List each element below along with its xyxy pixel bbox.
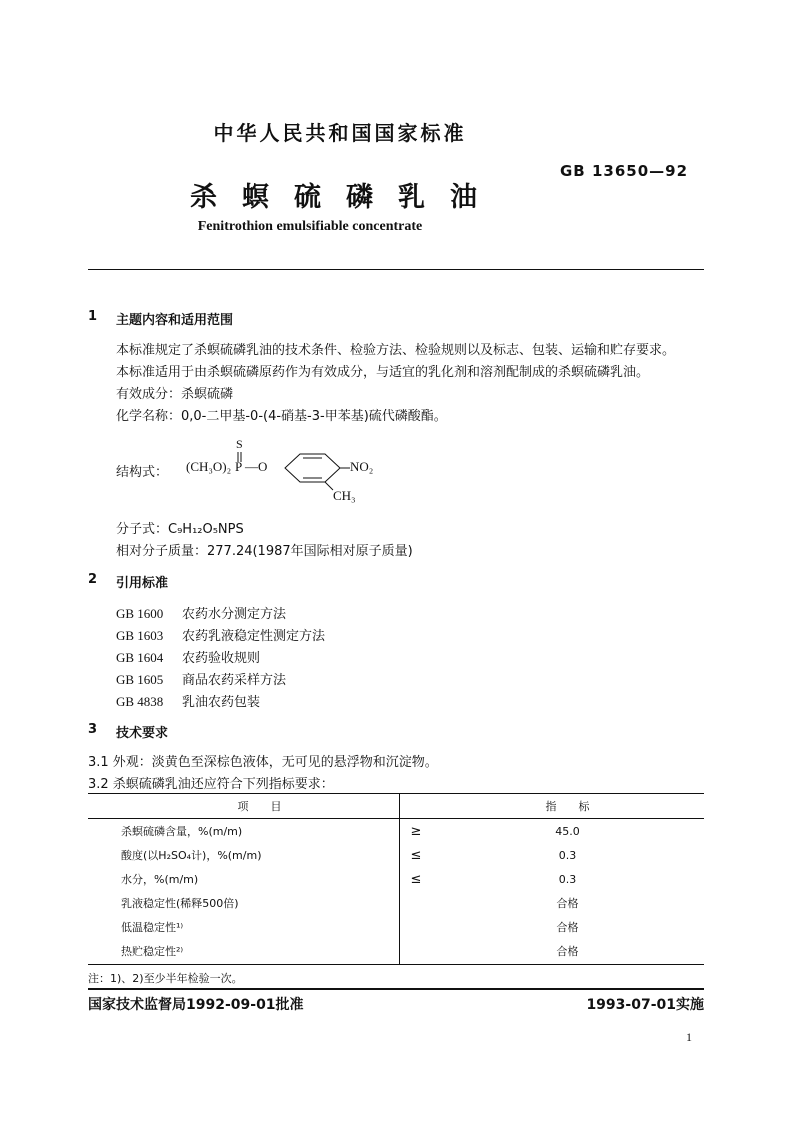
reference-item (116, 603, 286, 622)
section-1-heading: 主题内容和适用范围 (116, 313, 234, 328)
table-cell-item: 酸度(以H₂SO₄计)，%(m/m) (121, 849, 262, 862)
structure-methyl: CH₃ (333, 488, 356, 503)
table-cell-item: 水分，%(m/m) (121, 873, 199, 886)
table-cell-symbol (401, 939, 431, 963)
reference-title: 农药验收规则 (182, 651, 261, 666)
footer-divider (88, 988, 704, 990)
section-1-number: 1 (88, 309, 98, 324)
structure-label: 结构式： (116, 465, 169, 480)
table-cell-symbol (401, 915, 431, 939)
reference-item (116, 691, 260, 710)
table-note: 注：1)、2)至少半年检验一次。 (88, 972, 243, 985)
table-cell-value: 合格 (556, 945, 579, 958)
org-title: 中华人民共和国国家标准 (213, 121, 467, 145)
section-3-heading: 技术要求 (116, 726, 169, 741)
table-row (88, 819, 704, 844)
spec-table (88, 794, 704, 963)
reference-item (116, 625, 325, 644)
section-2-heading: 引用标准 (116, 576, 169, 591)
structure-s-atom: S (236, 437, 243, 451)
reference-title: 商品农药采样方法 (182, 673, 287, 688)
molecular-weight: 相对分子质量：277.24(1987年国际相对原子质量) (116, 544, 413, 559)
table-cell-symbol (401, 891, 431, 915)
approval-date: 国家技术监督局1992-09-01批准 (88, 997, 304, 1013)
reference-code: GB 1605 (116, 672, 164, 687)
document-title: 杀螟硫磷乳油 (190, 182, 502, 213)
table-cell-value: 45.0 (555, 824, 580, 838)
table-bottom-rule (88, 964, 704, 965)
table-row (88, 867, 704, 891)
reference-code: GB 1604 (116, 650, 164, 665)
page-number: 1 (686, 1030, 692, 1044)
section-1-para-2: 本标准适用于由杀螟硫磷原药作为有效成分，与适宜的乳化剂和溶剂配制成的杀螟硫磷乳油。 (116, 365, 650, 380)
chemical-name: 化学名称：0,0-二甲基-0-(4-硝基-3-甲苯基)硫代磷酸酯。 (116, 409, 447, 424)
table-cell-symbol: ≤ (410, 871, 422, 887)
table-header-value: 指 标 (431, 794, 704, 819)
reference-code: GB 1603 (116, 628, 164, 643)
english-title: Fenitrothion emulsifiable concentrate (197, 219, 423, 234)
table-cell-item: 乳液稳定性(稀释500倍) (121, 897, 239, 910)
active-ingredient: 有效成分：杀螟硫磷 (116, 387, 234, 402)
table-header-row (88, 794, 704, 819)
table-cell-value: 合格 (556, 897, 579, 910)
table-cell-value: 0.3 (558, 872, 577, 886)
header-divider (88, 269, 704, 270)
reference-item (116, 669, 286, 688)
table-row (88, 939, 704, 963)
table-cell-value: 0.3 (558, 848, 577, 862)
molecular-formula: 分子式：C₉H₁₂O₅NPS (116, 522, 244, 537)
table-cell-symbol: ≤ (410, 847, 422, 863)
section-1-para-1: 本标准规定了杀螟硫磷乳油的技术条件、检验方法、检验规则以及标志、包装、运输和贮存要求。 (116, 343, 676, 358)
implementation-date: 1993-07-01实施 (586, 997, 704, 1013)
table-cell-item: 杀螟硫磷含量，%(m/m) (121, 825, 243, 838)
structure-p-atom: P (235, 459, 243, 474)
table-row (88, 891, 704, 915)
table-cell-symbol: ≥ (410, 823, 422, 839)
reference-code: GB 1600 (116, 606, 164, 621)
section-3-2: 3.2 杀螟硫磷乳油还应符合下列指标要求： (88, 777, 334, 792)
section-2-number: 2 (88, 572, 98, 587)
table-header-item: 项 目 (88, 794, 431, 819)
ring-to-methyl-bond (325, 482, 333, 490)
reference-item (116, 647, 260, 666)
table-row (88, 915, 704, 939)
reference-code: GB 4838 (116, 694, 164, 709)
structure-left-group: (CH₃O)₂ (186, 459, 232, 474)
table-cell-item: 低温稳定性¹⁾ (121, 921, 184, 934)
reference-title: 农药乳液稳定性测定方法 (182, 629, 326, 644)
reference-title: 乳油农药包装 (182, 695, 261, 710)
table-row (88, 843, 704, 867)
reference-title: 农药水分测定方法 (182, 607, 287, 622)
structure-nitro: NO₂ (350, 459, 374, 474)
structure-o-link: —O (245, 459, 268, 474)
section-3-1: 3.1 外观：淡黄色至深棕色液体，无可见的悬浮物和沉淀物。 (88, 755, 438, 770)
standard-code: GB 13650—92 (560, 162, 689, 180)
table-cell-value: 合格 (556, 921, 579, 934)
section-3-number: 3 (88, 722, 98, 737)
structure-diagram (230, 440, 360, 505)
table-cell-item: 热贮稳定性²⁾ (121, 945, 184, 958)
